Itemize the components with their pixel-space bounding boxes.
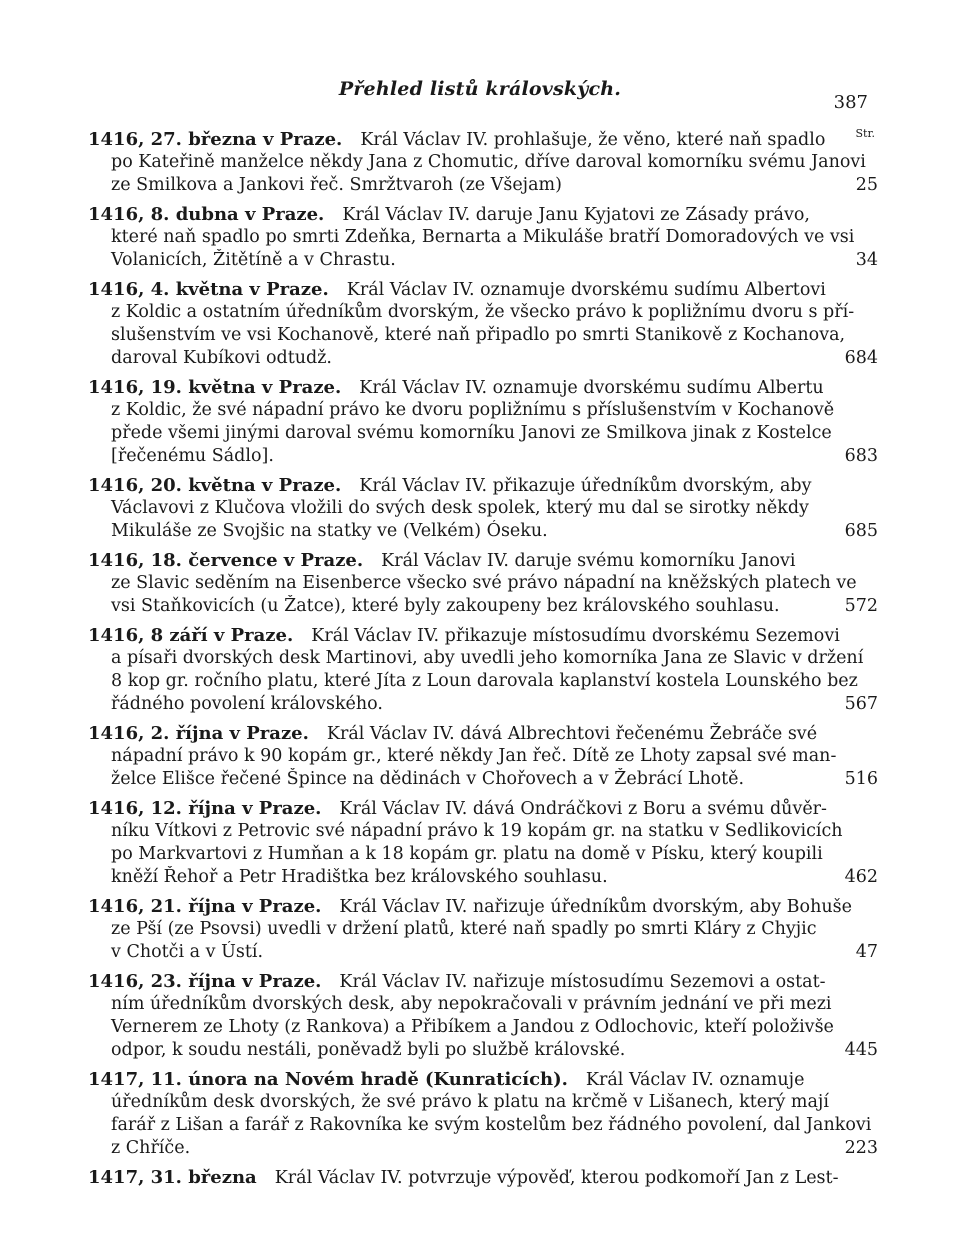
entry-date: 1416, 19. května v Praze. <box>88 377 342 398</box>
entry-line-content <box>111 648 863 668</box>
entry-line-content <box>88 897 852 917</box>
entry-line-content <box>88 378 824 398</box>
entry-line <box>88 399 878 422</box>
entry-page-ref: 445 <box>844 1040 878 1060</box>
entry-line <box>88 1016 878 1039</box>
register-entry <box>88 797 878 889</box>
entry-text: Václavovi z Klučova vložili do svých desk spolek, který mu dal se sirotky někdy <box>111 498 809 518</box>
entry-line-content <box>111 768 744 791</box>
entry-text: Vernerem ze Lhoty (z Rankova) a Přibíkem a Jandou z Odlochovic, kteří položivše <box>111 1017 834 1037</box>
entry-text: Král Václav IV. dává Ondráčkovi z Boru a svému důvěr- <box>339 799 827 819</box>
entry-text: níku Vítkovi z Petrovic své nápadní právo k 19 kopám gr. na statku v Sedlikovicích <box>111 821 843 841</box>
entry-date: 1416, 27. března v Praze. <box>88 129 343 150</box>
entry-line-content <box>111 423 832 443</box>
entry-line <box>88 445 878 468</box>
entry-line <box>88 572 878 595</box>
entry-line-content <box>111 671 858 691</box>
entry-line <box>88 1166 878 1189</box>
entry-date: 1416, 12. října v Praze. <box>88 798 322 819</box>
entry-line <box>88 474 878 497</box>
entry-line <box>88 422 878 445</box>
entry-text: řádného povolení královského. <box>111 694 383 714</box>
register-entry <box>88 549 878 618</box>
entry-line <box>88 820 878 843</box>
entry-line-content <box>111 227 854 247</box>
entry-line <box>88 797 878 820</box>
entry-line <box>88 595 878 618</box>
entry-line-content <box>111 941 263 964</box>
entry-line-content <box>111 445 274 468</box>
entry-text: odpor, k soudu nestáli, poněvadž byli po službě královské. <box>111 1040 626 1060</box>
entry-text: Král Václav IV. oznamuje <box>585 1070 805 1090</box>
entry-line <box>88 941 878 964</box>
entry-text: Král Václav IV. nařizuje úředníkům dvorským, aby Bohuše <box>339 897 852 917</box>
entry-line <box>88 918 878 941</box>
entry-text: Král Václav IV. prohlašuje, že věno, které naň spadlo <box>360 130 826 150</box>
entry-page-ref: 572 <box>844 596 878 616</box>
entry-text: Volanicích, Žitětíně a v Chrastu. <box>111 250 396 270</box>
entry-page-ref: 223 <box>844 1138 878 1158</box>
entry-text: ze Smilkova a Jankovi řeč. Smržtvaroh (ze Všejam) <box>111 175 562 195</box>
entry-line <box>88 301 878 324</box>
entry-text: z Chříče. <box>111 1138 191 1158</box>
entry-list <box>88 128 878 1195</box>
entry-line-content <box>111 994 832 1014</box>
page-column-label: Str. <box>855 127 875 140</box>
entry-text: slušenstvím ve vsi Kochanově, které naň připadlo po smrti Stanikově z Kochanova, <box>111 325 846 345</box>
entry-text: Král Václav IV. přikazuje místosudímu dvorskému Sezemovi <box>311 626 840 646</box>
entry-line <box>88 866 878 889</box>
register-entry <box>88 970 878 1062</box>
entry-date: 1416, 18. července v Praze. <box>88 550 364 571</box>
entry-date: 1416, 8 září v Praze. <box>88 625 294 646</box>
register-entry <box>88 203 878 272</box>
entry-text: 8 kop gr. ročního platu, které Jíta z Loun darovala kaplanství kostela Lounského bez <box>111 671 858 691</box>
entry-page-ref: 684 <box>844 348 878 368</box>
entry-line-content <box>111 325 845 345</box>
page-number: 387 <box>833 92 868 113</box>
register-entry <box>88 474 878 543</box>
entry-date: 1416, 20. května v Praze. <box>88 475 342 496</box>
entry-line <box>88 128 878 151</box>
entry-text: želce Elišce řečené Špince na dědinách v Chořovech a v Žebrácí Lhotě. <box>111 769 745 789</box>
entry-line <box>88 624 878 647</box>
entry-text: Král Václav IV. daruje Janu Kyjatovi ze Zásady právo, <box>342 205 810 225</box>
entry-text: které naň spadlo po smrti Zdeňka, Bernarta a Mikuláše bratří Domoradových ve vsi <box>111 227 855 247</box>
entry-line-content <box>111 249 396 272</box>
entry-text: ze Pší (ze Psovsi) uvedli v držení platů, které naň spadly po smrti Kláry z Chyjic <box>111 919 817 939</box>
entry-line <box>88 497 878 520</box>
entry-line <box>88 1068 878 1091</box>
entry-line-content <box>111 1039 625 1062</box>
entry-line-content <box>111 174 562 197</box>
entry-line <box>88 843 878 866</box>
entry-date: 1417, 31. března <box>88 1167 257 1188</box>
entry-line-content <box>111 844 823 864</box>
entry-date: 1417, 11. února na Novém hradě (Kunraticích). <box>88 1069 568 1090</box>
register-entry <box>88 624 878 716</box>
entry-line <box>88 670 878 693</box>
entry-page-ref: 567 <box>844 694 878 714</box>
entry-text: Král Václav IV. oznamuje dvorskému sudímu Albertovi <box>346 280 826 300</box>
entry-text: v Chotči a v Ústí. <box>111 942 264 962</box>
entry-date: 1416, 4. května v Praze. <box>88 279 329 300</box>
entry-line <box>88 278 878 301</box>
entry-line-content <box>88 280 826 300</box>
entry-line-content <box>88 205 810 225</box>
entry-page-ref: 685 <box>844 521 878 541</box>
entry-text: kněží Řehoř a Petr Hradištka bez královského souhlasu. <box>111 867 608 887</box>
entry-line-content <box>111 347 332 370</box>
entry-line <box>88 203 878 226</box>
entry-line-content <box>88 1070 804 1090</box>
entry-line <box>88 151 878 174</box>
entry-date: 1416, 23. října v Praze. <box>88 971 322 992</box>
entry-line-content <box>88 1166 839 1189</box>
entry-line <box>88 647 878 670</box>
entry-text: z Koldic a ostatním úředníkům dvorským, že všecko právo k popližnímu dvoru s pří- <box>111 302 855 322</box>
entry-text: úředníkům desk dvorských, že své právo k platu na krčmě v Lišanech, který mají <box>111 1092 829 1112</box>
register-entry <box>88 895 878 964</box>
entry-line <box>88 520 878 543</box>
entry-line-content <box>88 130 825 150</box>
entry-line-content <box>88 724 817 744</box>
register-entry <box>88 722 878 791</box>
entry-line-content <box>111 693 383 716</box>
entry-text: ním úředníkům dvorských desk, aby nepokračovali v právním jednání ve při mezi <box>111 994 832 1014</box>
entry-text: Král Václav IV. nařizuje místosudímu Sezemovi a ostat- <box>339 972 826 992</box>
entry-text: Mikuláše ze Svojšic na statky ve (Velkém) Óseku. <box>111 521 548 541</box>
entry-line-content <box>111 746 836 766</box>
register-entry <box>88 376 878 468</box>
entry-line-content <box>111 821 843 841</box>
entry-line-content <box>111 1115 871 1135</box>
entry-line <box>88 1091 878 1114</box>
entry-line-content <box>88 476 812 496</box>
entry-line <box>88 693 878 716</box>
entry-line-content <box>111 152 866 172</box>
entry-text: Král Václav IV. daruje svému komorníku Janovi <box>381 551 796 571</box>
entry-text: daroval Kubíkovi odtudž. <box>111 348 332 368</box>
entry-text: Král Václav IV. oznamuje dvorskému sudímu Albertu <box>359 378 824 398</box>
entry-text: ze Slavic seděním na Eisenberce všecko své právo nápadní na kněžských platech ve <box>111 573 857 593</box>
entry-line <box>88 1114 878 1137</box>
entry-line <box>88 970 878 993</box>
entry-page-ref: 683 <box>844 446 878 466</box>
running-title: Přehled listů královských. <box>338 78 622 100</box>
entry-date: 1416, 2. října v Praze. <box>88 723 309 744</box>
entry-line-content <box>88 799 827 819</box>
entry-text: Král Václav IV. potvrzuje výpověď, kterou podkomoří Jan z Lest- <box>274 1168 839 1188</box>
entry-text: z Koldic, že své nápadní právo ke dvoru popližnímu s příslušenstvím v Kochanově <box>111 400 835 420</box>
entry-line-content <box>111 919 817 939</box>
entry-line <box>88 993 878 1016</box>
entry-line <box>88 1137 878 1160</box>
entry-page-ref: 47 <box>855 942 878 962</box>
entry-line-content <box>111 1137 190 1160</box>
entry-line-content <box>111 302 854 322</box>
entry-line-content <box>111 400 834 420</box>
entry-date: 1416, 8. dubna v Praze. <box>88 204 325 225</box>
entry-line <box>88 768 878 791</box>
entry-line-content <box>88 551 795 571</box>
register-entry <box>88 278 878 370</box>
entry-line-content <box>88 626 840 646</box>
entry-line <box>88 895 878 918</box>
entry-text: a písaři dvorských desk Martinovi, aby uvedli jeho komorníka Jana ze Slavic v držení <box>111 648 864 668</box>
entry-text: vsi Staňkovicích (u Žatce), které byly zakoupeny bez královského souhlasu. <box>111 596 780 616</box>
entry-line <box>88 174 878 197</box>
entry-text: Král Václav IV. dává Albrechtovi řečenému Žebráče své <box>326 724 818 744</box>
entry-text: po Markvartovi z Humňan a k 18 kopám gr. platu na domě v Písku, který koupili <box>111 844 823 864</box>
register-entry <box>88 1166 878 1189</box>
entry-line <box>88 324 878 347</box>
entry-page-ref: 25 <box>855 175 878 195</box>
entry-line-content <box>111 866 608 889</box>
entry-line <box>88 549 878 572</box>
entry-line <box>88 249 878 272</box>
entry-page-ref: 34 <box>855 250 878 270</box>
entry-page-ref: 516 <box>844 769 878 789</box>
entry-text: nápadní právo k 90 kopám gr., které někdy Jan řeč. Dítě ze Lhoty zapsal své man- <box>111 746 837 766</box>
entry-text: farář z Lišan a farář z Rakovníka ke svým kostelům bez řádného povolení, dal Jankovi <box>111 1115 872 1135</box>
entry-date: 1416, 21. října v Praze. <box>88 896 322 917</box>
entry-line <box>88 1039 878 1062</box>
entry-text: [řečenému Sádlo]. <box>111 446 274 466</box>
entry-line <box>88 376 878 399</box>
entry-line-content <box>111 1017 834 1037</box>
entry-line <box>88 745 878 768</box>
entry-line-content <box>88 972 826 992</box>
entry-line-content <box>111 498 809 518</box>
register-entry <box>88 128 878 197</box>
entry-line-content <box>111 520 548 543</box>
entry-line <box>88 347 878 370</box>
entry-line-content <box>111 595 780 618</box>
entry-line <box>88 722 878 745</box>
entry-line-content <box>111 573 857 593</box>
entry-line <box>88 226 878 249</box>
entry-page-ref: 462 <box>844 867 878 887</box>
entry-text: po Kateřině manželce někdy Jana z Chomutic, dříve daroval komorníku svému Janovi <box>111 152 866 172</box>
register-entry <box>88 1068 878 1160</box>
entry-line-content <box>111 1092 829 1112</box>
entry-text: Král Václav IV. přikazuje úředníkům dvorským, aby <box>359 476 812 496</box>
entry-text: přede všemi jinými daroval svému komorníku Janovi ze Smilkova jinak z Kostelce <box>111 423 832 443</box>
